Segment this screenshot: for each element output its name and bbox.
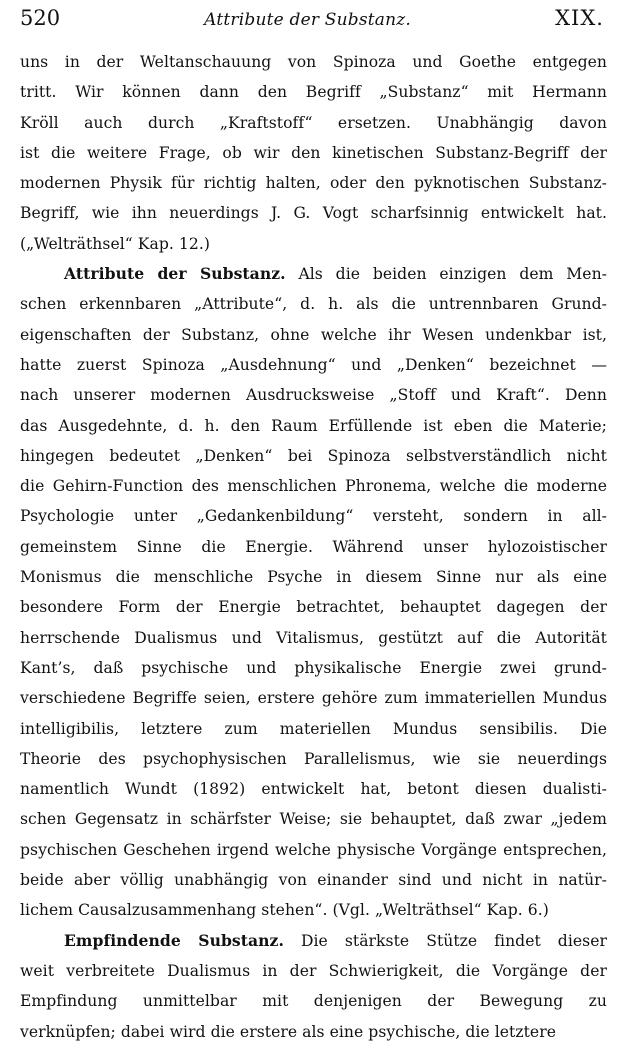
paragraph-heading: Empfindende Substanz.: [64, 930, 284, 950]
line-text: schen Gegensatz in schärfster Weise; sie behauptet, daß zwar „jedem: [20, 810, 607, 829]
text-line: [20, 623, 607, 653]
line-text: hatte zuerst Spinoza „Ausdehnung“ und „Denken“ bezeichnet —: [20, 355, 607, 374]
text-line: [20, 653, 607, 683]
chapter-number: XIX.: [555, 6, 604, 30]
text-line: [20, 350, 607, 380]
line-text: Empfindung unmittelbar mit denjenigen der Bewegung zu: [20, 992, 607, 1011]
text-line: [20, 77, 607, 107]
line-text: Psychologie unter „Gedankenbildung“ versteht, sondern in all-: [20, 507, 607, 526]
text-line: [20, 986, 607, 1016]
line-text: Kröll auch durch „Kraftstoff“ ersetzen. Unabhängig davon: [20, 113, 607, 132]
line-text: verknüpfen; dabei wird die erstere als eine psychische, die letztere: [20, 1022, 556, 1041]
line-text: besondere Form der Energie betrachtet, behauptet dagegen der: [20, 598, 607, 617]
paragraph-heading: Attribute der Substanz.: [64, 264, 286, 284]
text-line: [20, 592, 607, 622]
text-line: [20, 774, 607, 804]
line-text: beide aber völlig unabhängig von einander sind und nicht in natür-: [20, 871, 607, 890]
text-line: [20, 198, 607, 228]
line-text: Theorie des psychophysischen Parallelismus, wie sie neuerdings: [20, 749, 607, 768]
line-text: das Ausgedehnte, d. h. den Raum Erfüllende ist eben die Materie;: [20, 416, 607, 435]
text-line: [20, 138, 607, 168]
text-line: [20, 956, 607, 986]
line-text: namentlich Wundt (1892) entwickelt hat, betont diesen dualisti-: [20, 780, 607, 799]
text-line: [20, 320, 607, 350]
running-title: Attribute der Substanz.: [204, 10, 412, 30]
line-text: Kant’s, daß psychische und physikalische Energie zwei grund-: [20, 658, 607, 677]
text-line: [20, 895, 607, 925]
line-text: Als die beiden einzigen dem Men-: [298, 265, 607, 284]
running-header: [20, 6, 604, 32]
line-text: lichem Causalzusammenhang stehen“. (Vgl. „Welträthsel“ Kap. 6.): [20, 901, 549, 920]
text-line: [20, 471, 607, 501]
line-text: schen erkennbaren „Attribute“, d. h. als die untrennbaren Grund-: [20, 295, 607, 314]
text-line: [20, 108, 607, 138]
text-line: [20, 683, 607, 713]
paragraph-heading-line: [20, 926, 607, 956]
text-line: [20, 1017, 607, 1047]
line-text: Monismus die menschliche Psyche in diesem Sinne nur als eine: [20, 568, 607, 587]
line-text: nach unserer modernen Ausdrucksweise „Stoff und Kraft“. Denn: [20, 386, 607, 405]
text-line: [20, 835, 607, 865]
text-line: [20, 441, 607, 471]
text-line: [20, 562, 607, 592]
text-line: [20, 714, 607, 744]
page-body-text: [20, 47, 607, 1047]
page-number: 520: [20, 6, 61, 30]
text-line: [20, 411, 607, 441]
text-line: [20, 865, 607, 895]
line-text: intelligibilis, letztere zum materiellen Mundus sensibilis. Die: [20, 719, 607, 738]
text-line: [20, 804, 607, 834]
line-text: hingegen bedeutet „Denken“ bei Spinoza selbstverständlich nicht: [20, 446, 607, 465]
line-text: Die stärkste Stütze findet dieser: [300, 931, 607, 950]
text-line: [20, 744, 607, 774]
line-text: herrschende Dualismus und Vitalismus, gestützt auf die Autorität: [20, 628, 607, 647]
line-text: („Welträthsel“ Kap. 12.): [20, 234, 210, 253]
line-text: verschiedene Begriffe seien, erstere gehöre zum immateriellen Mundus: [20, 689, 607, 708]
text-line: [20, 229, 607, 259]
line-text: weit verbreitete Dualismus in der Schwierigkeit, die Vorgänge der: [20, 961, 607, 980]
text-line: [20, 289, 607, 319]
text-line: [20, 532, 607, 562]
line-text: modernen Physik für richtig halten, oder den pyknotischen Substanz-: [20, 174, 607, 193]
line-text: Begriff, wie ihn neuerdings J. G. Vogt scharfsinnig entwickelt hat.: [20, 204, 607, 223]
line-text: tritt. Wir können dann den Begriff „Substanz“ mit Hermann: [20, 83, 607, 102]
text-line: [20, 380, 607, 410]
text-line: [20, 168, 607, 198]
line-text: eigenschaften der Substanz, ohne welche ihr Wesen undenkbar ist,: [20, 325, 607, 344]
text-line: [20, 501, 607, 531]
text-line: [20, 47, 607, 77]
line-text: die Gehirn-Function des menschlichen Phronema, welche die moderne: [20, 477, 607, 496]
paragraph-heading-line: [20, 259, 607, 289]
line-text: uns in der Weltanschauung von Spinoza und Goethe entgegen: [20, 53, 607, 71]
line-text: ist die weitere Frage, ob wir den kinetischen Substanz-Begriff der: [20, 143, 607, 162]
line-text: psychischen Geschehen irgend welche physische Vorgänge entsprechen,: [20, 840, 607, 859]
line-text: gemeinstem Sinne die Energie. Während unser hylozoistischer: [20, 537, 607, 556]
